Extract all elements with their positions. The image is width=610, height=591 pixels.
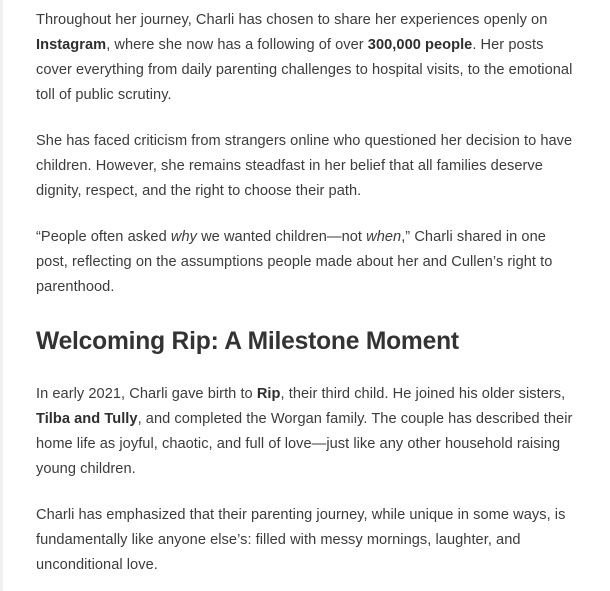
- article-body: [36, 8, 576, 578]
- section-heading: Welcoming Rip: A Milestone Moment: [36, 328, 459, 355]
- paragraph-text: , where she now has a following of over: [106, 37, 368, 53]
- paragraph-text: In early 2021, Charli gave birth to: [36, 386, 257, 402]
- paragraph-text: . Her posts cover everything from daily parenting challenges to hospital visits, to the emotional toll of public scrutiny.: [36, 37, 573, 103]
- paragraph-text: , their third child. He joined his older sisters,: [280, 386, 566, 402]
- quote-text: ,” Charli shared in one post, reflecting on the assumptions people made about her and Cullen’s right to parenthood.: [36, 229, 553, 295]
- paragraph-quote: [36, 225, 576, 300]
- paragraph-criticism: She has faced criticism from strangers online who questioned her decision to have children. However, she remains steadfast in her belief that all families deserve dignity, respect, and the right to choose their path.: [36, 133, 573, 199]
- quote-emphasis-why: why: [170, 229, 197, 245]
- quote-emphasis-when: when: [366, 229, 402, 245]
- follower-count-highlight: 300,000 people: [367, 37, 473, 53]
- paragraph-parenting-journey: Charli has emphasized that their parenting journey, while unique in some ways, is fundamentally like anyone else’s: filled with messy mornings, laughter, and unconditional love.: [36, 507, 566, 573]
- instagram-highlight: Instagram: [36, 37, 107, 53]
- rip-highlight: Rip: [256, 386, 281, 402]
- paragraph-rip-birth: [36, 382, 576, 482]
- quote-text: “People often asked: [36, 229, 171, 245]
- left-border: [0, 0, 3, 591]
- quote-text: we wanted children—not: [196, 229, 367, 245]
- paragraph-instagram: [36, 8, 576, 108]
- paragraph-text: , and completed the Worgan family. The couple has described their home life as joyful, chaotic, and full of love—just like any other household raising young children.: [36, 411, 573, 477]
- sisters-highlight: Tilba and Tully: [36, 411, 138, 427]
- paragraph-text: Throughout her journey, Charli has chosen to share her experiences openly on: [36, 12, 548, 28]
